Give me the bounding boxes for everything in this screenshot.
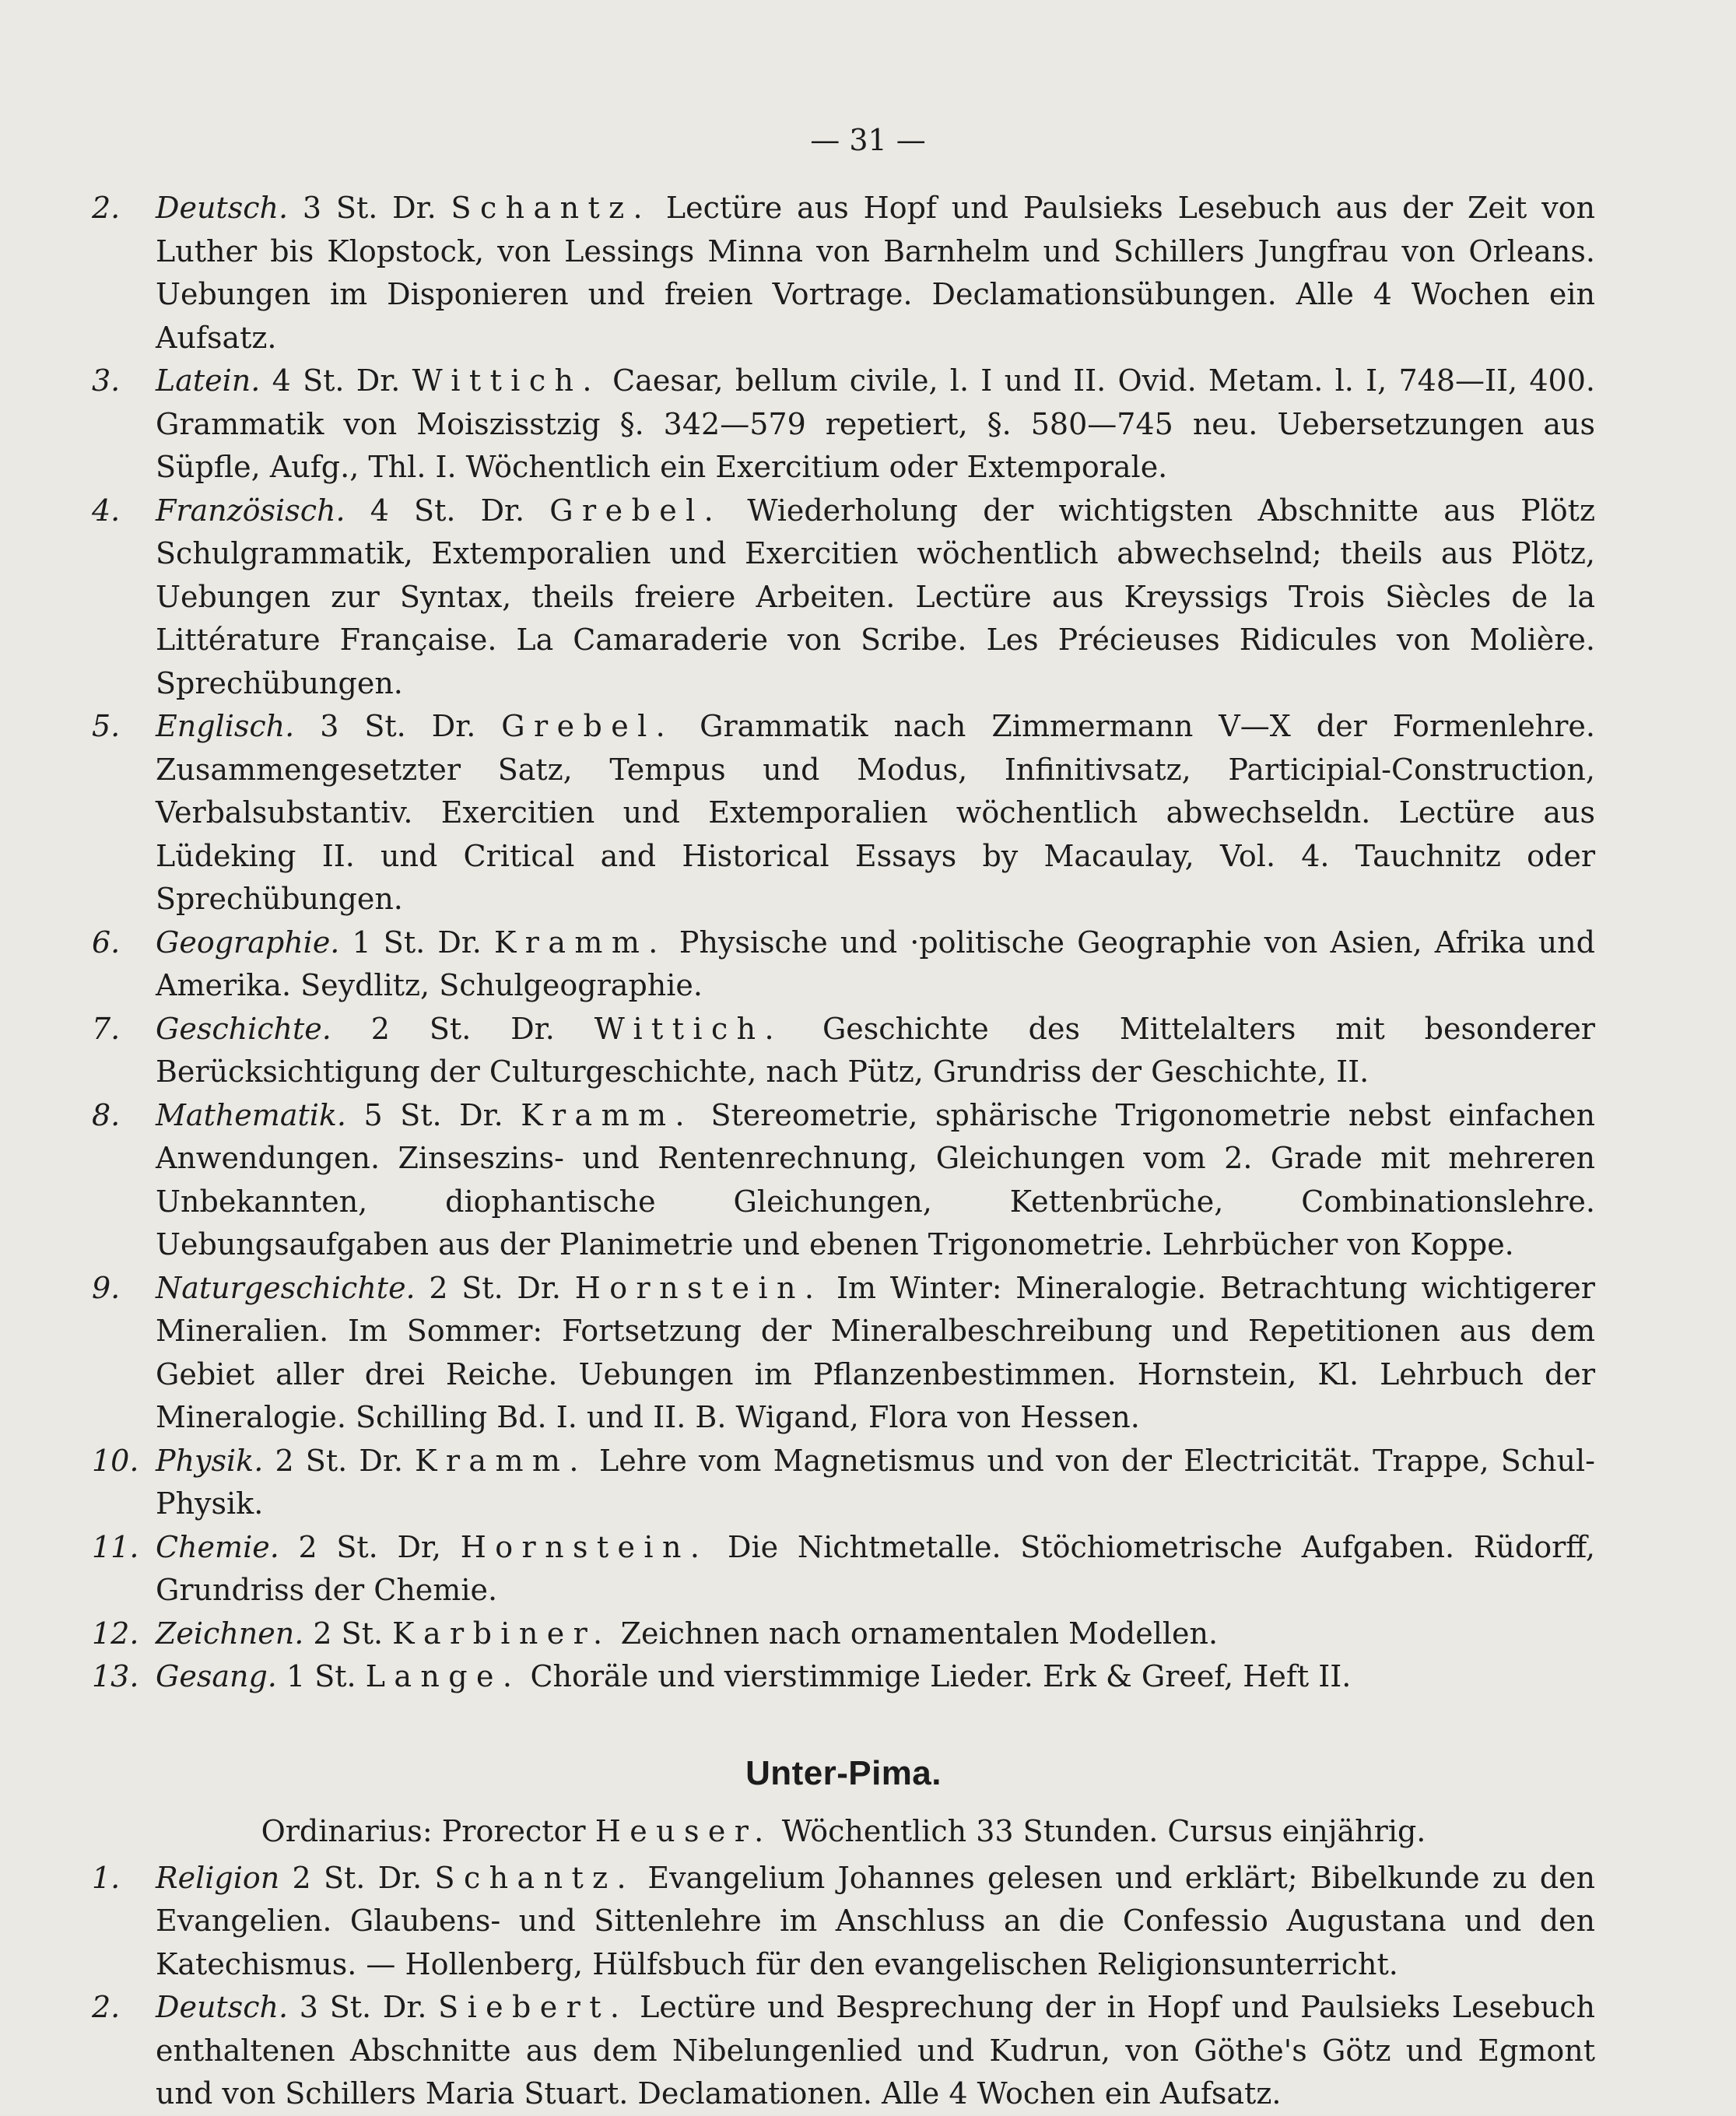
entry-number: 1. xyxy=(92,1860,121,1895)
teacher-title: Dr. xyxy=(510,1011,555,1046)
hours: 2 St. xyxy=(275,1443,348,1478)
subject-name: Deutsch. xyxy=(156,1990,289,2024)
hours: 2 St. xyxy=(298,1529,378,1564)
hours: 4 St. xyxy=(370,493,456,528)
teacher-title: Dr. xyxy=(392,191,437,225)
entry-number: 9. xyxy=(92,1270,121,1305)
subject-entry xyxy=(92,1526,1595,1612)
teacher-name: Siebert. xyxy=(438,1990,629,2024)
teacher-title: Dr. xyxy=(382,1990,427,2024)
hours: 1 St. xyxy=(286,1659,356,1693)
subject-entry xyxy=(92,921,1595,1008)
teacher-title: Dr, xyxy=(397,1529,441,1564)
entry-number: 2. xyxy=(92,191,121,225)
ordinarius-name: Heuser. xyxy=(594,1814,773,1848)
subject-entry xyxy=(92,1008,1595,1094)
teacher-title: Dr. xyxy=(356,363,401,398)
subject-entry xyxy=(92,1267,1595,1440)
teacher-name: Lange. xyxy=(365,1659,521,1693)
ordinarius-line xyxy=(92,1810,1595,1854)
teacher-name: Grebel. xyxy=(501,709,675,743)
entry-text: Wiederholung der wichtigsten Abschnitte aus Plötz Schulgrammatik, Extemporalien und Exercitien wöchentlich abwechselnd; theils aus Plötz, Uebungen zur Syntax, theils freiere Arbeiten. Lectüre aus Kreyssigs Trois Siècles de la Littérature Française. La Camaraderie von Scribe. Les Précieuses Ridicules von Molière. Sprechübungen. xyxy=(156,493,1595,700)
teacher-title: Dr. xyxy=(480,493,525,528)
teacher-name: Schantz. xyxy=(451,191,652,225)
entry-text: Geschichte des Mittelalters mit besonderer Berücksichtigung der Culturgeschichte, nach Pütz, Grundriss der Geschichte, II. xyxy=(156,1011,1595,1089)
entry-text: Caesar, bellum civile, l. I und II. Ovid. Metam. l. I, 748—II, 400. Grammatik von Moiszisstzig §. 342—579 repetiert, §. 580—745 neu. Uebersetzungen aus Süpfle, Aufg., Thl. I. Wöchentlich ein Exercitium oder Extemporale. xyxy=(156,363,1595,484)
teacher-name: Grebel. xyxy=(549,493,723,528)
entry-text: Evangelium Johannes gelesen und erklärt; Bibelkunde zu den Evangelien. Glaubens- und Sittenlehre im Anschluss an die Confessio Augustana und den Katechismus. — Hollenberg, Hülfsbuch für den evangelischen Religionsunterricht. xyxy=(156,1860,1595,1981)
subject-name: Latein. xyxy=(156,363,261,398)
entry-number: 13. xyxy=(92,1659,139,1693)
section-heading: Unter-Pima. xyxy=(745,1753,942,1792)
teacher-title: Dr. xyxy=(437,925,482,960)
entry-text: Lehre vom Magnetismus und von der Electricität. Trappe, Schul-Physik. xyxy=(156,1443,1595,1521)
hours: 2 St. xyxy=(313,1616,384,1651)
subject-entry xyxy=(92,1612,1595,1656)
entry-text: Stereometrie, sphärische Trigonometrie nebst einfachen Anwendungen. Zinseszins- und Rentenrechnung, Gleichungen vom 2. Grade mit mehreren Unbekannten, diophantische Gleichungen, Kettenbrüche, Combinationslehre. Uebungsaufgaben aus der Planimetrie und ebenen Trigonometrie. Lehrbücher von Koppe. xyxy=(156,1097,1595,1262)
teacher-name: Schantz. xyxy=(434,1860,636,1895)
entry-text: Im Winter: Mineralogie. Betrachtung wichtigerer Mineralien. Im Sommer: Fortsetzung der Mineralbeschreibung und Repetitionen aus dem Gebiet aller drei Reiche. Uebungen im Pflanzenbestimmen. Hornstein, Kl. Lehrbuch der Mineralogie. Schilling Bd. I. und II. B. Wigand, Flora von Hessen. xyxy=(156,1270,1595,1434)
teacher-title: Dr. xyxy=(377,1860,423,1895)
ordinarius-rest: Wöchentlich 33 Stunden. Cursus einjährig. xyxy=(781,1814,1426,1848)
subject-entry xyxy=(92,1440,1595,1526)
entry-number: 2. xyxy=(92,1990,121,2024)
entry-number: 12. xyxy=(92,1616,139,1651)
entry-text: Lectüre und Besprechung der in Hopf und Paulsieks Lesebuch enthaltenen Abschnitte aus dem Nibelungenlied und Kudrun, von Göthe's Götz und Egmont und von Schillers Maria Stuart. Declamationen. Alle 4 Wochen ein Aufsatz. xyxy=(156,1990,1595,2111)
subject-name: Deutsch. xyxy=(156,191,289,225)
subject-name: Englisch. xyxy=(156,709,295,743)
ordinarius-label: Ordinarius: xyxy=(261,1814,433,1848)
entry-number: 3. xyxy=(92,363,121,398)
subject-name: Geographie. xyxy=(156,925,340,960)
ordinarius-role: Prorector xyxy=(441,1814,586,1848)
entry-text: Zeichnen nach ornamentalen Modellen. xyxy=(620,1616,1219,1651)
entry-text: Die Nichtmetalle. Stöchiometrische Aufgaben. Rüdorff, Grundriss der Chemie. xyxy=(156,1529,1595,1607)
subject-name: Religion xyxy=(156,1860,280,1895)
hours: 3 St. xyxy=(320,709,406,743)
entry-text: Physische und ·politische Geographie von Asien, Afrika und Amerika. Seydlitz, Schulgeographie. xyxy=(156,925,1595,1002)
entry-number: 7. xyxy=(92,1011,121,1046)
entry-text: Choräle und vierstimmige Lieder. Erk & Greef, Heft II. xyxy=(530,1659,1352,1693)
subject-name: Zeichnen. xyxy=(156,1616,304,1651)
page-number: — 31 — xyxy=(810,123,926,157)
teacher-title: Dr. xyxy=(359,1443,403,1478)
subject-name: Chemie. xyxy=(156,1529,279,1564)
curriculum-list-lower xyxy=(92,1857,1595,2116)
entry-number: 8. xyxy=(92,1097,121,1132)
teacher-name: Hornstein. xyxy=(574,1270,823,1305)
teacher-name: Kramm. xyxy=(521,1097,693,1132)
teacher-name: Wittich. xyxy=(594,1011,783,1046)
teacher-name: Kramm. xyxy=(415,1443,587,1478)
subject-name: Physik. xyxy=(156,1443,264,1478)
subject-name: Geschichte. xyxy=(156,1011,331,1046)
subject-name: Mathematik. xyxy=(156,1097,347,1132)
teacher-title: Dr. xyxy=(459,1097,503,1132)
teacher-title: Dr. xyxy=(517,1270,561,1305)
entry-text: Lectüre aus Hopf und Paulsieks Lesebuch aus der Zeit von Luther bis Klopstock, von Lessings Minna von Barnhelm und Schillers Jungfrau von Orleans. Uebungen im Disponieren und freien Vortrage. Declamationsübungen. Alle 4 Wochen ein Aufsatz. xyxy=(156,191,1595,355)
teacher-title: Dr. xyxy=(431,709,476,743)
hours: 2 St. xyxy=(370,1011,472,1046)
hours: 1 St. xyxy=(352,925,426,960)
subject-name: Naturgeschichte. xyxy=(156,1270,416,1305)
entry-number: 5. xyxy=(92,709,121,743)
curriculum-list-upper xyxy=(92,187,1595,1699)
subject-entry xyxy=(92,490,1595,706)
subject-entry xyxy=(92,1094,1595,1267)
teacher-name: Kramm. xyxy=(493,925,667,960)
entry-text: Grammatik nach Zimmermann V—X der Formenlehre. Zusammengesetzter Satz, Tempus und Modus, Infinitivsatz, Participial-Construction, Verbalsubstantiv. Exercitien und Extemporalien wöchentlich abwechseldn. Lectüre aus Lüdeking II. und Critical and Historical Essays by Macaulay, Vol. 4. Tauchnitz oder Sprechübungen. xyxy=(156,709,1595,916)
subject-entry xyxy=(92,1655,1595,1699)
hours: 2 St. xyxy=(292,1860,366,1895)
subject-name: Französisch. xyxy=(156,493,345,528)
hours: 3 St. xyxy=(299,1990,372,2024)
teacher-name: Karbiner. xyxy=(392,1616,612,1651)
teacher-name: Wittich. xyxy=(412,363,601,398)
teacher-name: Hornstein. xyxy=(460,1529,709,1564)
hours: 2 St. xyxy=(429,1270,503,1305)
subject-entry xyxy=(92,1857,1595,1987)
entry-number: 6. xyxy=(92,925,121,960)
subject-entry xyxy=(92,1986,1595,2116)
subject-entry xyxy=(92,360,1595,490)
subject-name: Gesang. xyxy=(156,1659,277,1693)
subject-entry xyxy=(92,187,1595,360)
page-content xyxy=(92,187,1595,2116)
hours: 5 St. xyxy=(363,1097,442,1132)
entry-number: 4. xyxy=(92,493,121,528)
subject-entry xyxy=(92,705,1595,921)
entry-number: 11. xyxy=(92,1529,139,1564)
hours: 3 St. xyxy=(302,191,378,225)
entry-number: 10. xyxy=(92,1443,139,1478)
hours: 4 St. xyxy=(272,363,345,398)
